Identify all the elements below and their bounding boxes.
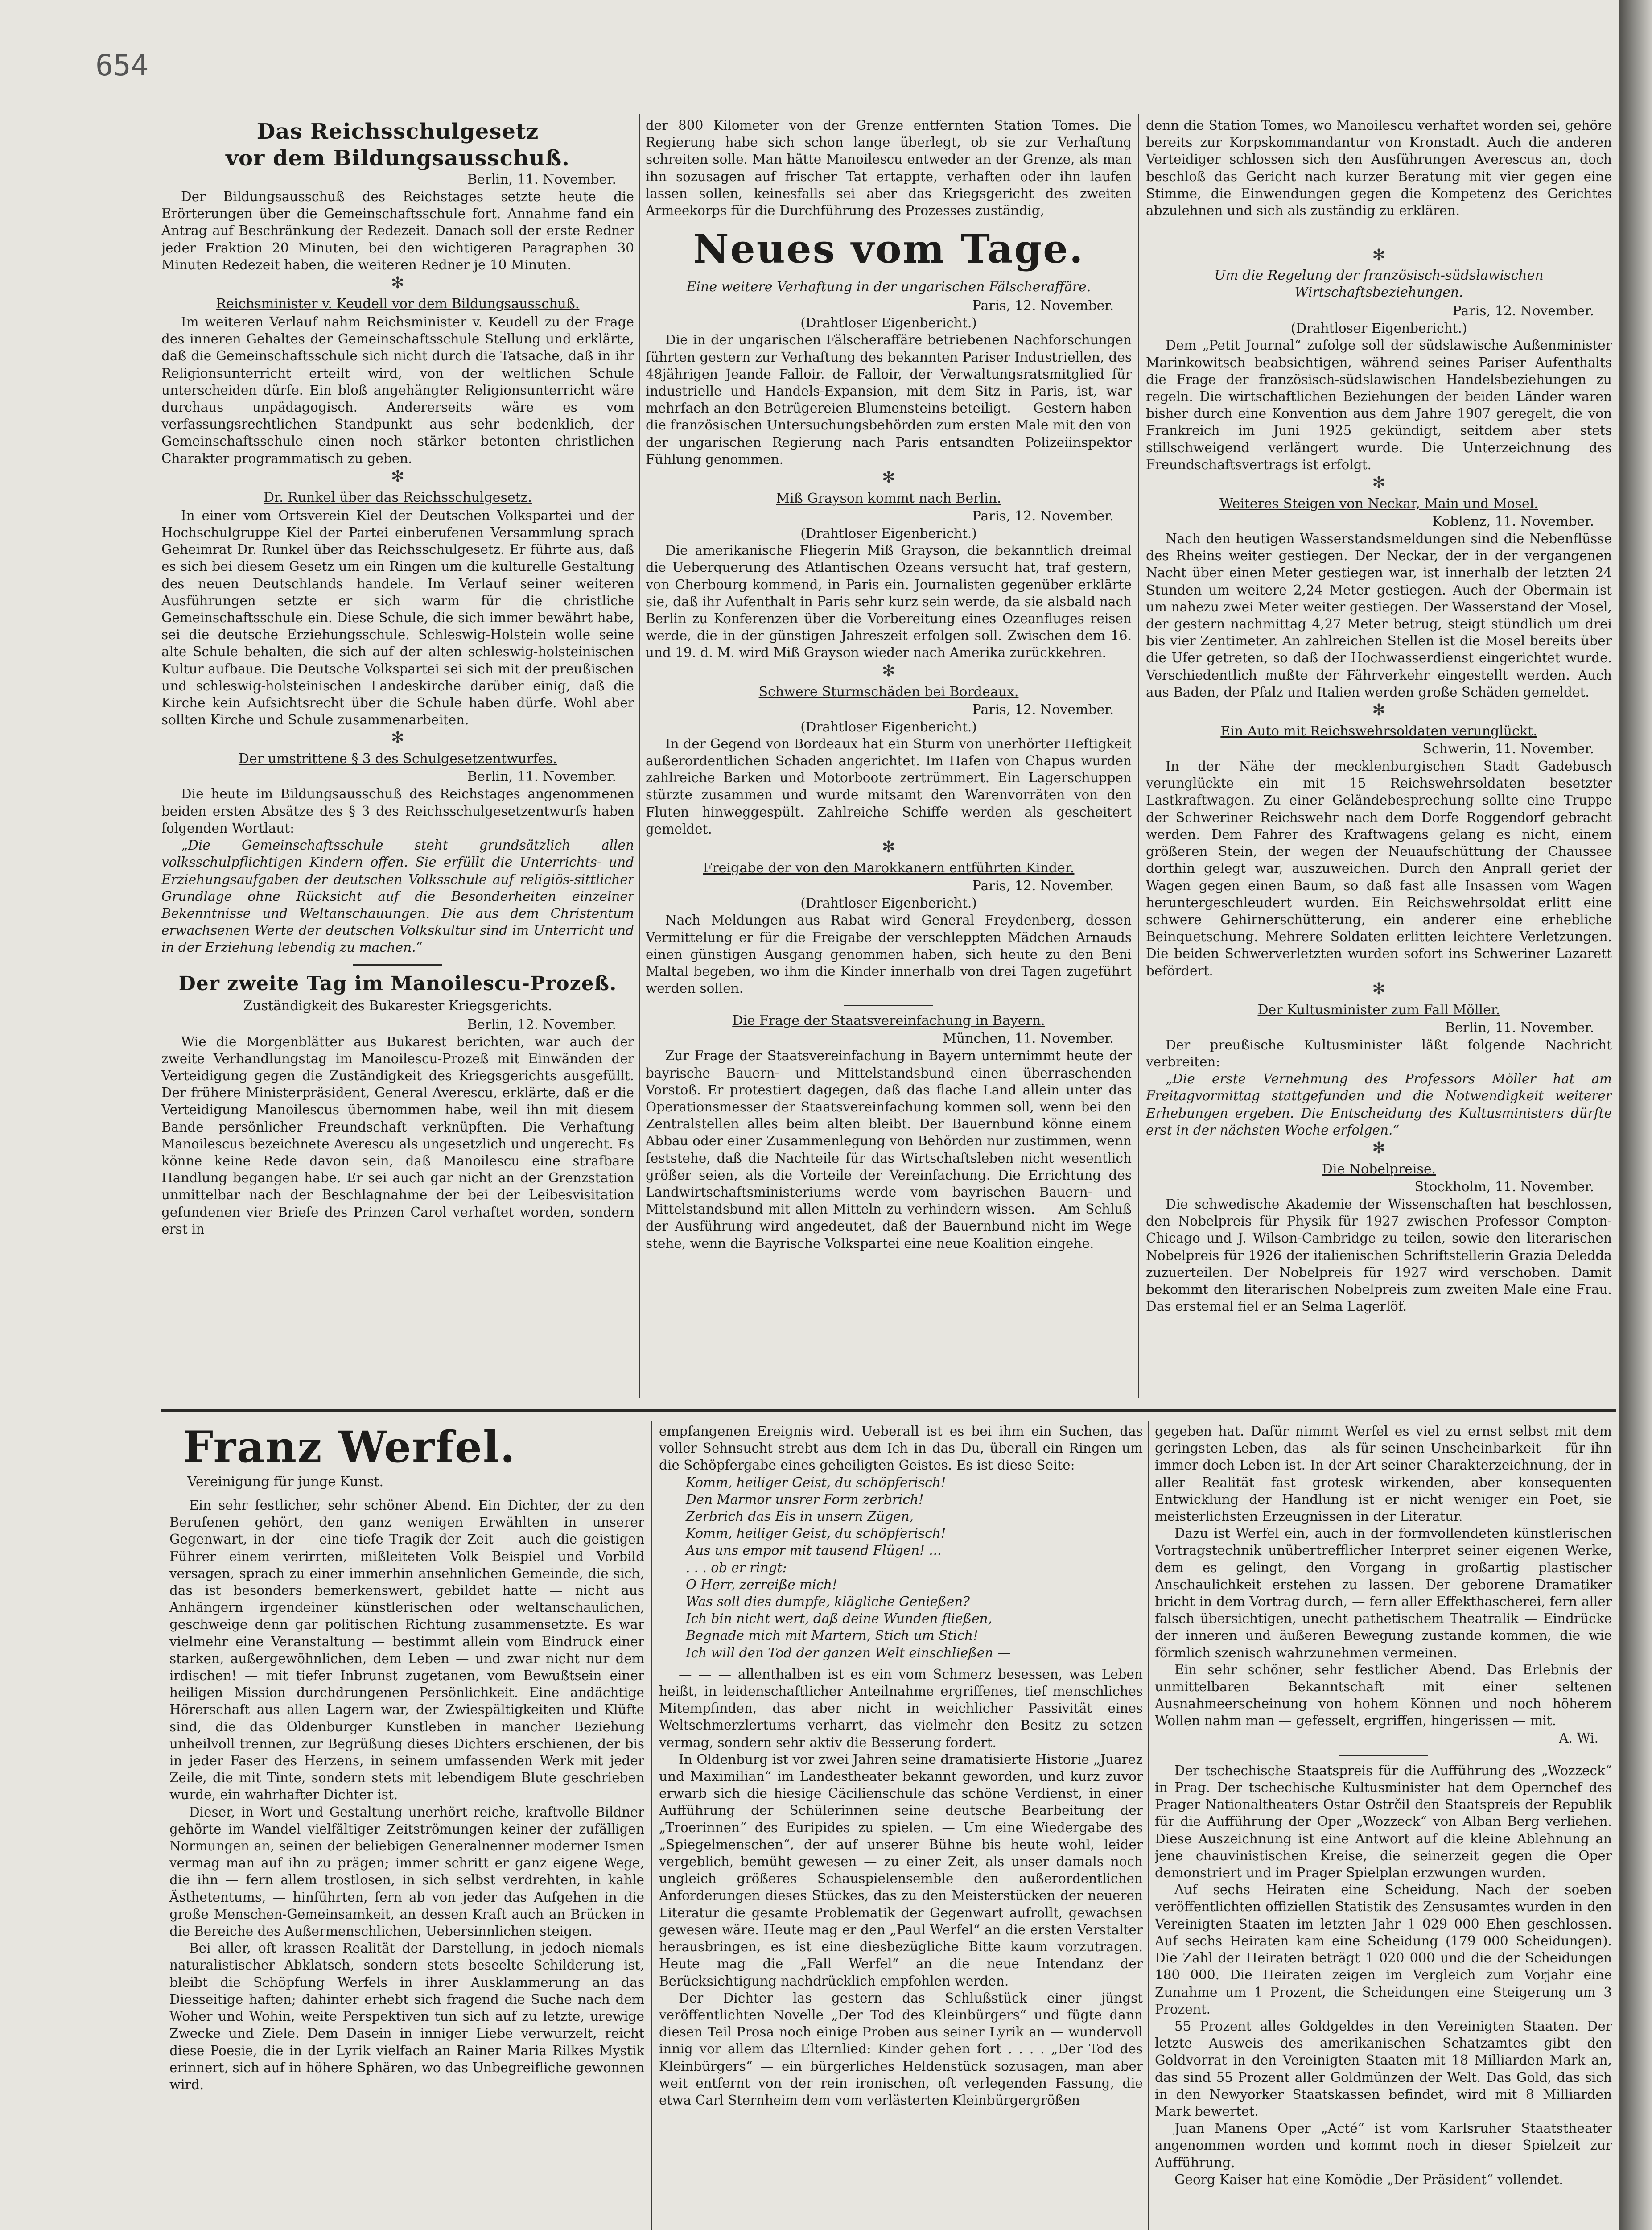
news-item: Auf sechs Heiraten eine Scheidung. Nach der soeben veröffentlichten offiziellen Statistik des Zensusamtes wurden in den Vereinigten Staaten im letzten Jahr 1 029 000 Ehen geschlossen. Auf sechs Heiraten kam eine Scheidung (179 000 Scheidungen). Die Zahl der Heiraten beträgt 1 020 000 und die der Scheidungen 180 000. Die Heiraten zeigen im Vergleich zum Vorjahr eine Zunahme um 1 Prozent, die Scheidungen eine Steigerung um 3 Prozent. [1155,1882,1612,2017]
source-note: (Drahtloser Eigenbericht.) [1290,321,1467,336]
feuilleton-column-3 [1155,1423,1612,2230]
subhead-kultusminister: Der Kultusminister zum Fall Möller. [1257,1002,1500,1018]
author-signature: A. Wi. [1559,1730,1598,1746]
separator-star: ✻ [882,468,896,487]
article-title-reichsschulgesetz-2: vor dem Bildungsausschuß. [226,146,570,171]
poem-line: Was soll dies dumpfe, klägliche Genießen? [686,1594,970,1610]
article-paragraph: Dazu ist Werfel ein, auch in der formvollendeten künstlerischen Vortragstechnik unübertrefflicher Interpret seiner eigenen Werke, dem es gelingt, den Vorgang in großartig plastischer Anschaulichkeit erstehen zu lassen. Der geborene Dramatiker bricht in dem Vortrag durch, — fern aller Effekthascherei, fern aller falsch übersichtigen, unecht pathetischem Theatralik — Eindrücke der inneren und äußeren Bewegung zustande kommen, die wie förmlich szenisch wahrzunehmen vermeinen. [1155,1526,1612,1660]
article-paragraph: Im weiteren Verlauf nahm Reichsminister v. Keudell zu der Frage des inneren Gehaltes der Gemeinschaftsschule Stellung und erklärte, daß die Gemeinschaftsschule sich nicht durch die Tatsache, daß in ihr Religionsunterricht erteilt wird, von der weltlichen Schule unterscheiden dürfe. Ein bloß angehängter Religionsunterricht wäre durchaus unpädagogisch. Andererseits wäre es vom verfassungsrechtlichen Standpunkt aus sehr bedenklich, der Gemeinschaftsschule einen noch stärker betonten christlichen Charakter programmatisch zu geben. [161,314,634,466]
news-item: Juan Manens Oper „Acté“ ist vom Karlsruher Staatstheater angenommen worden und kommt noch in dieser Spielzeit zur Aufführung. [1155,2121,1612,2170]
short-rule [844,1005,933,1006]
article-paragraph: Bei aller, oft krassen Realität der Darstellung, in jedoch niemals naturalistischer Abklatsch, sondern stets beseelte Schilderung ist, bleibt die Schöpfung Werfels in ihrer Ausklammerung an das Diesseitige haften; dahinter erhebt sich fragend die Suche nach dem Woher und Wohin, weite Perspektiven tun sich auf zu letzte, urewige Zwecke und Ziele. Dem Dasein in inniger Liebe verwurzelt, reicht diese Poesie, die in der Lyrik vielfach an Rainer Maria Rilkes Mystik erinnert, sich auf in höhere Sphären, wo das Unbegreifliche gewonnen wird. [169,1941,644,2092]
poem-line: Den Marmor unsrer Form zerbrich! [686,1491,924,1507]
subhead-runkel: Dr. Runkel über das Reichsschulgesetz. [263,489,532,505]
subhead-bayern: Die Frage der Staatsvereinfachung in Bayern. [732,1013,1045,1029]
separator-star: ✻ [391,274,405,293]
poem-line: Begnade mich mit Martern, Stich um Stich! [686,1628,978,1644]
short-rule [353,964,442,966]
article-paragraph: In der Gegend von Bordeaux hat ein Sturm von unerhörter Heftigkeit außerordentlichen Schaden angerichtet. Im Hafen von Chapus wurden zahlreiche Barken und Motorboote zertrümmert. Ein Lagerschuppen stürzte zusammen und wurde mitsamt den Warenvorräten von den Fluten hinweggespült. Zahlreiche Schiffe werden als gescheitert gemeldet. [646,736,1132,837]
feuilleton-title: Franz Werfel. [183,1423,516,1472]
dateline: München, 11. November. [943,1031,1114,1047]
poem-line: Ich bin nicht wert, daß deine Wunden fließen, [686,1611,992,1627]
subhead-marokko: Freigabe der von den Marokkanern entführten Kinder. [703,860,1075,876]
article-paragraph: Der Dichter las gestern das Schlußstück einer jüngst veröffentlichten Novelle „Der Tod des Kleinbürgers“ und fügte dann diesen Teil Prosa noch einige Proben aus seiner Lyrik an — wundervoll innig vor allem das Elternlied: Kinder gehen fort . . . . „Der Tod des Kleinbürgers“ — ein bürgerliches Heldenstück sozusagen, man aber weit entfernt von der rein ironischen, oft verlegenden Fassung, die etwa Carl Sternheim dem vom verlästerten Kleinbürgergrößen [659,1990,1143,2108]
feuilleton-subtitle: Vereinigung für junge Kunst. [187,1474,383,1490]
subhead-paragraph-3: Der umstrittene § 3 des Schulgesetzentwurfes. [238,751,557,767]
news-item: 55 Prozent alles Goldgeldes in den Vereinigten Staaten. Der letzte Ausweis des amerikanischen Schatzamtes gibt den Goldvorrat in den Vereinigten Staaten mit 18 Milliarden Mark an, das sind 55 Prozent aller Goldmünzen der Welt. Das Gold, das sich in den Newyorker Staatskassen befindet, wird mit 8 Milliarden Mark bewertet. [1155,2018,1612,2119]
article-paragraph: In der Nähe der mecklenburgischen Stadt Gadebusch verunglückte ein mit 15 Reichswehrsoldaten besetzter Lastkraftwagen. Zu einer Geländebesprechung sollte eine Truppe der Schweriner Reichswehr nach dem Dorfe Roggendorf gebracht werden. Dem Fahrer des Kraftwagens gelang es nicht, einem größeren Stein, der wegen der Neuaufschüttung der Chaussee dorthin gelegt war, auszuweichen. Durch den Anprall geriet der Wagen gegen einen Baum, so daß fast alle Insassen vom Wagen heruntergeschleudert wurden. Ein Reichswehrsoldat erlitt eine schwere Gehirnerschütterung, ein anderer eine erhebliche Beinquetschung. Mehrere Soldaten erlitten leichtere Verletzungen. Die beiden Schwerverletzten wurden sofort ins Schweriner Lazarett befördert. [1146,759,1612,979]
article-paragraph: Der Bildungsausschuß des Reichstages setzte heute die Erörterungen über die Gemeinschaftsschule fort. Annahme fand ein Antrag auf Beschränkung der Redezeit. Danach soll der erste Redner jeder Fraktion 20 Minuten, bei den wichtigeren Paragraphen 30 Minuten Redezeit haben, die weiteren Redner je 10 Minuten. [161,189,634,273]
dateline: Paris, 12. November. [972,702,1114,718]
dateline: Berlin, 12. November. [467,1016,616,1032]
separator-star: ✻ [391,729,405,747]
subhead-hochwasser: Weiteres Steigen von Neckar, Main und Mosel. [1219,496,1538,512]
article-paragraph: Dem „Petit Journal“ zufolge soll der südslawische Außenminister Marinkowitsch beabsichtigen, während seines Pariser Aufenthalts die Frage der französisch-südslawischen Handelsbeziehungen zu regeln. Die wirtschaftlichen Beziehungen der beiden Länder waren bisher durch eine Konvention aus dem Jahre 1907 geregelt, die von Frankreich im Juni 1925 gekündigt, seitdem aber stets stillschweigend verlängert wurde. Die Unterzeichnung des Freundschaftsvertrags ist erfolgt. [1146,338,1612,472]
article-title-manoilescu: Der zweite Tag im Manoilescu-Prozeß. [178,972,617,995]
article-paragraph: gegeben hat. Dafür nimmt Werfel es viel zu ernst selbst mit dem geringsten Leben, das — als für seinen Unscheinbarkeit — für ihn immer doch Leben ist. In der Art seiner Charakterzeichnung, der in aller Realität fast grotesk wirkenden, aber konsequenten Entwicklung der Handlung ist er nicht weniger ein Poet, sie meisterlichsten Erzeugnissen in der Literatur. [1155,1424,1612,1524]
separator-star: ✻ [882,661,896,680]
book-binding-edge [1619,0,1652,2230]
article-paragraph: Die in der ungarischen Fälscheraffäre betriebenen Nachforschungen führten gestern zur Verhaftung des bekannten Pariser Industriellen, des 48jährigen Jeande Falloir. de Falloir, der Verwaltungsratsmitglied für industrielle und Handels-Expansion, mit dem Sitz in Paris, ist, war mehrfach an den Betrügereien Blumensteins beteiligt. — Gestern haben die französischen Untersuchungsbehörden zum ersten Male mit den von der ungarischen Regierung nach Paris entsandten Polizeiinspektor Fühlung genommen. [646,332,1132,467]
separator-star: ✻ [1372,979,1386,998]
news-item: Georg Kaiser hat eine Komödie „Der Präsident“ vollendet. [1174,2172,1563,2187]
article-paragraph: Der preußische Kultusminister läßt folgende Nachricht verbreiten: [1146,1037,1612,1070]
feuilleton-column-1 [169,1423,644,2230]
article-paragraph: Zur Frage der Staatsvereinfachung in Bayern unternimmt heute der bayrische Bauern- und Mittelstandsbund einen überraschenden Vorstoß. Er protestiert dagegen, daß das flache Land allein unter das Operationsmesser der Staatsvereinfachung kommen soll, wenn bei den Zentralstellen alles beim alten bleibt. Der Bauernbund könne einem Abbau oder einer Zusammenlegung von Behörden nur zustimmen, wenn feststehe, daß die Nachteile für das Wirtschaftsleben nicht wesentlich größer seien, als die Vorteile der Vereinfachung. Die Errichtung des Landwirtschaftsministeriums werde vom bayrischen Bauern- und Mittelstandsbund mit allen Mitteln zu verhindern wissen. — Am Schluß der Ausführung wird angedeutet, daß der Bauernbund nicht im Wege stehe, wenn die Bayrische Volkspartei eine neue Koalition eingehe. [646,1048,1132,1251]
poem-line: Ich will den Tod der ganzen Welt einschließen — [686,1645,1011,1660]
subhead-keudell: Reichsminister v. Keudell vor dem Bildungsausschuß. [216,296,580,312]
dateline: Schwerin, 11. November. [1422,741,1594,757]
poem-line: Zerbrich das Eis in unsern Zügen, [686,1509,914,1524]
dateline: Paris, 12. November. [972,878,1114,894]
poem-line: Komm, heiliger Geist, du schöpferisch! [686,1474,946,1490]
dateline: Berlin, 11. November. [467,769,616,785]
subhead-auto-unglueck: Ein Auto mit Reichswehrsoldaten verunglückt. [1220,723,1537,739]
feuilleton-rule-2 [1148,1421,1149,2230]
source-note: (Drahtloser Eigenbericht.) [800,719,977,735]
page-number: 654 [95,48,149,83]
article-paragraph: In einer vom Ortsverein Kiel der Deutschen Volkspartei und der Hochschulgruppe Kiel der Partei einberufenen Versammlung sprach Geheimrat Dr. Runkel über das Reichsschulgesetz. Er führte aus, daß es sich bei diesem Gesetz um ein Ringen um die kulturelle Gestaltung des neuen Deutschlands handele. Im Verlauf seiner weiteren Ausführungen setzte er sich warm für die christliche Gemeinschaftsschule ein. Diese Schule, die sich immer bewährt habe, sei die deutsche Erziehungsschule. Schleswig-Holstein wolle seine alte Schule behalten, die sich auf der alten schleswig-holsteinischen Kultur aufbaue. Die Deutsche Volkspartei sei sich mit der preußischen und schleswig-holsteinischen Landeskirche darüber einig, daß die Kirche kein Aufsichtsrecht über die Schule haben dürfe. Wohl aber sollten Kirche und Schule zusammenarbeiten. [161,508,634,728]
separator-star: ✻ [1372,1139,1386,1157]
left-column [161,117,634,1401]
article-paragraph: In Oldenburg ist vor zwei Jahren seine dramatisierte Historie „Juarez und Maximilian“ im Landestheater bekannt geworden, und kurz zuvor erwarb sich die hiesige Cäcilienschule das schöne Verdienst, in einer Aufführung der Schülerinnen seine deutsche Bearbeitung der „Troerinnen“ des Euripides zu spielen. — Um eine Wiedergabe des „Spiegelmenschen“, der auf unserer Bühne bis heute wohl, leider vergeblich, bemüht gewesen — zu einer Zeit, als unser damals noch ungleich größeres Schauspielensemble den außerordentlichen Anforderungen dieses Stückes, das zu den Meisterstücken der neueren Literatur die gesamte Problematik der Gegenwart aufrollt, gewachsen gewesen wäre. Heute mag er den „Paul Werfel“ an die ersten Verstalter herausbringen, es ist eine diesbezügliche Bitte kaum vorzutragen. Heute mag die „Fall Werfel“ an die neue Intendanz der Berücksichtigung nachdrücklich empfohlen werden. [659,1751,1143,1989]
feuilleton-rule-1 [651,1421,652,2230]
dateline: Paris, 12. November. [1452,303,1594,319]
poem-line: O Herr, zerreiße mich! [686,1577,837,1592]
dateline: Berlin, 11. November. [467,172,616,187]
article-paragraph: Dieser, in Wort und Gestaltung unerhört reiche, kraftvolle Bildner gehörte im Wandel vielfältiger Zeitströmungen keiner der zufälligen Normungen an, seinen der beliebigen Generalnenner moderner Ismen vermag man auf ihn zu prägen; immer schritt er ganz eigene Wege, die ihn — fern allem trostlosen, in sich selbst verdrehten, in kahle Ästhetentums, — hinführten, fern ab von jeder das Aufgehen in die große Menschen-Gemeinsamkeit, an dessen Kraft auch an Brücken in die Bereiche des Außermenschlichen, Uebersinnlichen steigen. [169,1804,644,1939]
short-rule [1339,1755,1428,1756]
separator-star: ✻ [882,838,896,857]
article-paragraph: Nach den heutigen Wasserstandsmeldungen sind die Nebenflüsse des Rheins weiter gestiegen. Der Neckar, der in der vergangenen Nacht über einen Meter gestiegen war, ist innerhalb der letzten 24 Stunden um weitere 2,24 Meter gestiegen. Auch der Obermain ist um nahezu zwei Meter weiter gestiegen. Der Wasserstand der Mosel, der gestern nachmittag 4,27 Meter betrug, steigt stündlich um drei bis vier Zentimeter. An zahlreichen Stellen ist die Mosel bereits über die Ufer getreten, so daß der Hochwasserdienst eingerichtet wurde. Verschiedentlich mußte der Fährverkehr eingestellt werden. Auch aus Baden, der Pfalz und Italien werden große Schäden gemeldet. [1146,531,1612,700]
dateline: Paris, 12. November. [972,298,1114,314]
separator-star: ✻ [1372,246,1386,265]
article-paragraph: der 800 Kilometer von der Grenze entfernten Station Tomes. Die Regierung habe sich schon lange überlegt, ob sie zur Verhaftung schreiten solle. Man hätte Manoilescu entweder an der Grenze, als man ihn sozusagen auf frischer Tat ertappte, verhaften oder ihn laufen lassen sollen, keinesfalls sei aber das Kriegsgericht des zweiten Armeekorps für die Durchführung des Prozesses zuständig, [646,118,1132,219]
article-paragraph: — — — allenthalben ist es ein vom Schmerz besessen, was Leben heißt, in leidenschaftlicher Anteilnahme ergriffenes, tief menschliches Mitempfinden, das aber nicht in weichlicher Passivität eines Weltschmerzlertums verharrt, das vielmehr den Besitz zu setzen vermag, sondern sehr aktiv die Besserung fordert. [659,1666,1143,1750]
news-item: Der tschechische Staatspreis für die Aufführung des „Wozzeck“ in Prag. Der tschechische Kultusminister hat dem Opernchef des Prager Nationaltheaters Ostar Ostrčil den Staatspreis der Republik für die Aufführung der Oper „Wozzeck“ von Alban Berg verliehen. Diese Auszeichnung ist eine Antwort auf die kleine Ablehnung an jene chauvinistischen Kreise, die seinerzeit gegen die Oper demonstriert und im Prager Spielplan erzwungen wurden. [1155,1763,1612,1881]
article-paragraph: Nach Meldungen aus Rabat wird General Freydenberg, dessen Vermittelung er für die Freigabe der verschleppten Mädchen Arnauds einen günstigen Ausgang genommen haben, sich heute zu den Beni Maltal begeben, wo ihm die Kinder innerhalb von drei Tagen zugeführt werden sollen. [646,913,1132,996]
article-paragraph: Die schwedische Akademie der Wissenschaften hat beschlossen, den Nobelpreis für Physik für 1927 zwischen Professor Compton-Chicago und J. Wilson-Cambridge zu teilen, sowie den literarischen Nobelpreis für 1926 der italienischen Schriftstellerin Grazia Deledda zuzuerteilen. Der Nobelpreis für 1927 wird verschoben. Damit bekommt den literarischen Nobelpreis zum zweiten Male eine Frau. Das erstemal fiel er an Selma Lagerlöf. [1146,1196,1612,1314]
article-paragraph: denn die Station Tomes, wo Manoilescu verhaftet worden sei, gehöre bereits zur Korpskommandantur von Kronstadt. Auch die anderen Verteidiger schlossen sich den Ausführungen Averescus an, doch beschloß das Gericht nach kurzer Beratung mit vier gegen eine Stimme, die Einwendungen gegen die Kompetenz des Gerichtes abzulehnen und sich als zuständig zu erklären. [1146,118,1612,219]
subhead-suedslawien: Um die Regelung der französisch-südslawischen Wirtschaftsbeziehungen. [1214,268,1544,301]
column-rule-2 [1138,114,1139,1398]
poem-line: . . . ob er ringt: [686,1560,787,1575]
subhead-nobelpreise: Die Nobelpreise. [1322,1161,1436,1177]
feuilleton-divider [161,1409,1616,1412]
article-paragraph: Ein sehr schöner, sehr festlicher Abend. Das Erlebnis der unmittelbaren Bekanntschaft mit einer seltenen Ausnahmeerscheinung von hohem Können und noch höherem Wollen nahm man — gefesselt, ergriffen, hingerissen — mit. [1155,1662,1612,1729]
column-rule-1 [639,114,640,1398]
poem-line: Komm, heiliger Geist, du schöpferisch! [686,1526,946,1541]
separator-star: ✻ [1372,701,1386,720]
law-quote: „Die Gemeinschaftsschule steht grundsätzlich allen volksschulpflichtigen Kindern offen. Sie erfüllt die Unterrichts- und Erziehungsaufgaben der deutschen Volksschule auf religiös-sittlicher Grundlage ohne Rücksicht auf die Besonderheiten einzelner Bekenntnisse und Weltanschauungen. Die aus dem Christentum erwachsenen Werte der deutschen Volkskultur sind im Unterricht und in der Erziehung lebendig zu machen.“ [161,838,634,955]
dateline: Paris, 12. November. [972,508,1114,524]
dateline: Stockholm, 11. November. [1414,1179,1594,1195]
subtitle-manoilescu: Zuständigkeit des Bukarester Kriegsgerichts. [243,998,552,1014]
article-paragraph: Die amerikanische Fliegerin Miß Grayson, die bekanntlich dreimal die Ueberquerung des Atlantischen Ozeans versucht hat, traf gestern, von Cherbourg kommend, in Paris ein. Journalisten gegenüber erklärte sie, daß ihr Aufenthalt in Paris sehr kurz sein werde, da sie alsbald nach Berlin zu Konferenzen über die Vorbereitung eines Ozeanfluges reisen werde, die in der günstigen Jahreszeit erfolgen soll. Zwischen dem 16. und 19. d. M. wird Miß Grayson wieder nach Amerika zurückkehren. [646,543,1132,661]
section-title-neues-vom-tage: Neues vom Tage. [693,226,1084,273]
source-note: (Drahtloser Eigenbericht.) [800,526,977,541]
article-paragraph: Wie die Morgenblätter aus Bukarest berichten, war auch der zweite Verhandlungstag im Manoilescu-Prozeß mit Einwänden der Verteidigung gegen die Zuständigkeit des Kriegsgerichts ausgefüllt. Der frühere Ministerpräsident, General Averescu, erklärte, daß er die Verteidigung Manoilescus übernommen habe, weil ihn mit diesem Bande persönlicher Freundschaft verknüpften. Die Verhaftung Manoilescus bezeichnete Averescu als ungesetzlich und ungerecht. Es könne keine Rede davon sein, daß Manoilescu eine strafbare Handlung begangen habe. Er sei auch gar nicht an der Grenzstation unmittelbar nach der Beschlagnahme der bei der Leibesvisitation gefundenen vier Briefe des Prinzen Carol verhaftet worden, sondern erst in [161,1034,634,1237]
article-title-reichsschulgesetz: Das Reichsschulgesetz [256,119,539,144]
feuilleton-column-2 [659,1423,1143,2230]
separator-star: ✻ [1372,474,1386,492]
source-note: (Drahtloser Eigenbericht.) [800,315,977,331]
poem [659,1474,1143,1661]
dateline: Berlin, 11. November. [1445,1020,1594,1036]
source-note: (Drahtloser Eigenbericht.) [800,896,977,911]
poem-line: Aus uns empor mit tausend Flügen! ... [686,1543,942,1558]
article-paragraph: empfangenen Ereignis wird. Ueberall ist es bei ihm ein Suchen, das voller Sehnsucht strebt aus dem Ich in das Du, überall ein Ringen um die Schöpfergabe eines geheiligten Geistes. Es ist diese Seite: [659,1424,1143,1473]
article-paragraph: Die heute im Bildungsausschuß des Reichstages angenommenen beiden ersten Absätze des § 3 des Reichsschulgesetzentwurfs haben folgenden Wortlaut: [161,786,634,836]
article-paragraph: Ein sehr festlicher, sehr schöner Abend. Ein Dichter, der zu den Berufenen gehört, den ganz wenigen Erwählten in unserer Gegenwart, in der — eine tiefe Tragik der Zeit — auch die geistigen Führer einem verirrten, mißleiteten Volk Beispiel und Vorbild versagen, sprach zu einer immerhin ansehnlichen Gemeinde, die sich, das ist besonders bemerkenswert, gebildet hatte — nicht aus Anhängern irgendeiner künstlerischen oder weltanschaulichen, geschweige denn gar politischen Richtung zusammensetzte. Es war vielmehr eine Veranstaltung — bestimmt allein vom Eindruck einer starken, außergewöhnlichen, dem Leben — und zwar nicht nur dem irdischen! — mit tiefer Inbrunst zugetanen, vom Bewußtsein einer heiligen Mission durchdrungenen Persönlichkeit. Eine andächtige Hörerschaft aus allen Lagern war, der Zwiespältigkeiten und Klüfte sind, die das Oldenburger Kunstleben in mancher Beziehung unheilvoll trennen, zur Begrüßung dieses Dichters erschienen, der bis in jeder Faser des Herzens, in seinem umfassenden Werk mit jeder Zeile, die mit Tinte, sondern stets mit lebendigem Blute geschrieben wurde, ein wahrhafter Dichter ist. [169,1498,644,1803]
dateline: Koblenz, 11. November. [1432,514,1594,530]
separator-star: ✻ [391,467,405,486]
subhead-faelscheraffaere: Eine weitere Verhaftung in der ungarischen Fälscheraffäre. [686,279,1091,295]
right-column [1146,117,1612,1401]
minister-quote: „Die erste Vernehmung des Professors Möller hat am Freitagvormittag stattgefunden und die Notwendigkeit weiterer Erhebungen ergeben. Die Entscheidung des Kultusministers dürfte erst in der nächsten Woche erfolgen.“ [1146,1071,1612,1138]
middle-column [646,117,1132,1401]
subhead-grayson: Miß Grayson kommt nach Berlin. [776,491,1001,507]
subhead-bordeaux: Schwere Sturmschäden bei Bordeaux. [758,684,1019,700]
